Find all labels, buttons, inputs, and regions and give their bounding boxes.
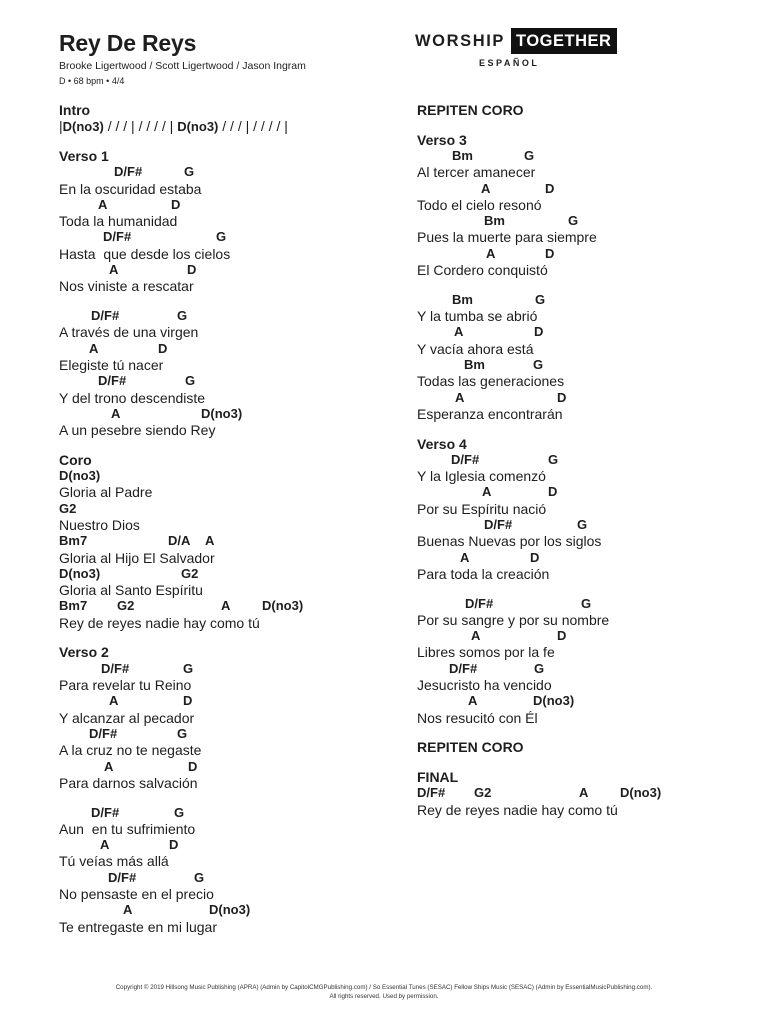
lyric-line: Por su sangre y por su nombre bbox=[417, 611, 610, 628]
chord: G2 bbox=[59, 500, 77, 516]
song-section bbox=[59, 308, 389, 438]
song-section bbox=[417, 292, 737, 422]
chord: D bbox=[548, 484, 558, 500]
chord: D bbox=[530, 549, 540, 565]
chord: Bm7 bbox=[59, 533, 88, 549]
lyric-line: Y del trono descendiste bbox=[59, 389, 206, 406]
chord: D/F# bbox=[449, 660, 478, 676]
lyric-line: Rey de reyes nadie hay como tú bbox=[59, 614, 260, 631]
chord: D(no3) bbox=[201, 405, 243, 421]
lyric-line: Gloria al Santo Espíritu bbox=[59, 582, 203, 599]
rights-line: All rights reserved. Used by permission. bbox=[329, 993, 439, 1000]
lyric-line: Buenas Nuevas por los siglos bbox=[417, 533, 602, 550]
intro-bar-line bbox=[59, 118, 389, 134]
chord: D bbox=[557, 628, 567, 644]
chord: D(no3) bbox=[59, 565, 101, 581]
lyric-line: Para revelar tu Reino bbox=[59, 677, 192, 694]
chord: D bbox=[534, 324, 544, 340]
chord-line bbox=[417, 181, 737, 197]
chord: A bbox=[111, 405, 121, 421]
chord: D(no3) bbox=[62, 119, 104, 135]
copyright-line: Copyright © 2019 Hillsong Music Publishing (APRA) (Admin by CapitolCMGPublishing.com) / So Essential Tunes (SESAC) Fellow Ships Music (SESAC) (Admin by EssentialMusicPublishing.com). bbox=[115, 984, 653, 991]
chord-line bbox=[417, 148, 737, 164]
lyric-line: Nuestro Dios bbox=[59, 517, 140, 533]
chord: D/F# bbox=[114, 164, 143, 180]
chord: D bbox=[187, 262, 197, 278]
lyric-line: Por su Espíritu nació bbox=[417, 500, 547, 517]
lyric-line: A un pesebre siendo Rey bbox=[59, 422, 216, 439]
chord-line bbox=[417, 550, 737, 566]
lyric-line: Gloria al Padre bbox=[59, 484, 153, 501]
chord-line bbox=[59, 805, 389, 821]
chord: A bbox=[468, 693, 478, 709]
chord-line bbox=[417, 661, 737, 677]
chord-line bbox=[59, 262, 389, 278]
lyric-line: Elegiste tú nacer bbox=[59, 356, 164, 373]
chord-line bbox=[417, 324, 737, 340]
song-meta: D • 68 bpm • 4/4 bbox=[59, 76, 125, 86]
bar-marks: / / / | / / / / | bbox=[218, 118, 288, 135]
chord-line bbox=[59, 197, 389, 213]
chord: D(no3) bbox=[209, 902, 251, 918]
lyric-line: Para toda la creación bbox=[417, 565, 550, 582]
song-section bbox=[59, 148, 389, 295]
chord: G bbox=[185, 373, 196, 389]
song-section bbox=[59, 644, 389, 791]
section-title: Verso 4 bbox=[417, 435, 467, 452]
chord: D/F# bbox=[103, 229, 132, 245]
chord: D/F# bbox=[417, 785, 446, 801]
chord: Bm bbox=[464, 356, 485, 372]
chord: A bbox=[123, 902, 133, 918]
chord: G bbox=[524, 147, 535, 163]
chord: G bbox=[177, 308, 188, 324]
chord-line bbox=[417, 596, 737, 612]
chord: G bbox=[184, 164, 195, 180]
chord: D(no3) bbox=[533, 693, 575, 709]
chord: A bbox=[205, 533, 215, 549]
chord: G bbox=[174, 804, 185, 820]
logo-worship-text: WORSHIP bbox=[415, 32, 506, 50]
lyric-line: No pensaste en el precio bbox=[59, 886, 214, 903]
chord: D(no3) bbox=[620, 785, 662, 801]
chord: D/F# bbox=[465, 595, 494, 611]
lyric-line: A la cruz no te negaste bbox=[59, 742, 202, 759]
lyric-line: Nos viniste a rescatar bbox=[59, 278, 194, 295]
right-column bbox=[417, 102, 737, 831]
chord: A bbox=[98, 196, 108, 212]
chord: A bbox=[471, 628, 481, 644]
chord-line bbox=[417, 357, 737, 373]
chord: A bbox=[482, 484, 492, 500]
chord: D(no3) bbox=[177, 119, 219, 135]
chord-line bbox=[59, 164, 389, 180]
chord: D bbox=[183, 693, 193, 709]
chord-line bbox=[59, 661, 389, 677]
song-section bbox=[417, 769, 737, 818]
chord: G2 bbox=[117, 598, 135, 614]
chord-line bbox=[417, 390, 737, 406]
song-section bbox=[417, 436, 737, 583]
chord-line bbox=[417, 628, 737, 644]
chord-line bbox=[417, 484, 737, 500]
bar-marks: | bbox=[59, 118, 63, 135]
chord: A bbox=[454, 324, 464, 340]
chord-line bbox=[59, 229, 389, 245]
lyric-line: Nos resucitó con Él bbox=[417, 709, 538, 726]
chord: D/F# bbox=[108, 869, 137, 885]
logo-espanol-text: ESPAÑOL bbox=[479, 58, 540, 68]
lyric-line: Toda la humanidad bbox=[59, 213, 178, 230]
chord-line bbox=[59, 501, 389, 517]
chord: D(no3) bbox=[262, 598, 304, 614]
chord-line bbox=[59, 837, 389, 853]
chord: G2 bbox=[474, 785, 492, 801]
chord: Bm7 bbox=[59, 598, 88, 614]
chord: A bbox=[579, 785, 589, 801]
chord-line bbox=[417, 213, 737, 229]
song-section bbox=[59, 805, 389, 935]
lyric-line: Y la tumba se abrió bbox=[417, 308, 538, 325]
chord: D/F# bbox=[89, 725, 118, 741]
chord: D/F# bbox=[451, 451, 480, 467]
copyright-footer bbox=[0, 983, 768, 1001]
chord: A bbox=[460, 549, 470, 565]
chord: G bbox=[194, 869, 205, 885]
chord: A bbox=[455, 389, 465, 405]
lyric-line: Te entregaste en mi lugar bbox=[59, 918, 217, 935]
chord: G bbox=[535, 291, 546, 307]
section-title: Coro bbox=[59, 451, 92, 468]
section-title: Verso 3 bbox=[417, 131, 467, 148]
section-title: REPITEN CORO bbox=[417, 739, 524, 756]
chord: A bbox=[89, 340, 99, 356]
chord-line bbox=[59, 533, 389, 549]
chord: G bbox=[534, 660, 545, 676]
chord-line bbox=[59, 870, 389, 886]
section-title: FINAL bbox=[417, 769, 459, 786]
lyric-line: Pues la muerte para siempre bbox=[417, 229, 597, 246]
chord: G bbox=[577, 517, 588, 532]
logo-together-text: TOGETHER bbox=[511, 28, 617, 54]
chord-line bbox=[59, 693, 389, 709]
worship-together-logo bbox=[413, 28, 618, 72]
lyric-line: Y vacía ahora está bbox=[417, 340, 534, 357]
chord: G bbox=[216, 229, 227, 245]
chord: A bbox=[486, 245, 496, 261]
chord: G bbox=[183, 660, 194, 676]
chord: Bm bbox=[452, 291, 473, 307]
chord-line bbox=[417, 785, 737, 801]
left-column bbox=[59, 102, 389, 948]
chord: Bm bbox=[452, 147, 473, 163]
lyric-line: El Cordero conquistó bbox=[417, 262, 548, 279]
chord: G bbox=[568, 213, 579, 229]
lyric-line: A través de una virgen bbox=[59, 324, 199, 341]
chord-line bbox=[417, 292, 737, 308]
chord: A bbox=[109, 693, 119, 709]
song-section bbox=[417, 739, 737, 755]
chord: D/F# bbox=[91, 804, 120, 820]
chord: D/F# bbox=[484, 517, 513, 532]
chord-line bbox=[59, 373, 389, 389]
lyric-line: Al tercer amanecer bbox=[417, 164, 536, 181]
lyric-line: Aun en tu sufrimiento bbox=[59, 820, 196, 837]
lyric-line: Todo el cielo resonó bbox=[417, 196, 542, 213]
chord-line bbox=[59, 406, 389, 422]
chord: D/F# bbox=[91, 308, 120, 324]
chord: D/F# bbox=[101, 660, 130, 676]
chord-line bbox=[417, 693, 737, 709]
chord: Bm bbox=[484, 213, 505, 229]
chord-line bbox=[59, 566, 389, 582]
chord: G bbox=[177, 725, 188, 741]
chord: D bbox=[545, 180, 555, 196]
chord: D/A bbox=[168, 533, 191, 549]
bar-marks: / / / | / / / / | bbox=[103, 118, 178, 135]
chord: A bbox=[100, 837, 110, 853]
lyric-line: Jesucristo ha vencido bbox=[417, 677, 552, 694]
lyric-line: Y la Iglesia comenzó bbox=[417, 468, 546, 485]
song-authors: Brooke Ligertwood / Scott Ligertwood / Jason Ingram bbox=[59, 60, 306, 72]
chord: A bbox=[481, 180, 491, 196]
chord: A bbox=[104, 758, 114, 774]
song-section bbox=[59, 102, 389, 135]
lyric-line: Y alcanzar al pecador bbox=[59, 709, 195, 726]
chord-line bbox=[59, 308, 389, 324]
chord-line bbox=[59, 759, 389, 775]
chord-line bbox=[59, 341, 389, 357]
song-section bbox=[417, 102, 737, 118]
section-title: Verso 1 bbox=[59, 147, 109, 164]
chord: A bbox=[109, 262, 119, 278]
chord-line bbox=[417, 517, 737, 533]
song-section bbox=[59, 452, 389, 631]
chord: D bbox=[158, 340, 168, 356]
lyric-line: En la oscuridad estaba bbox=[59, 180, 202, 197]
lyric-line: Gloria al Hijo El Salvador bbox=[59, 549, 215, 566]
chord: D(no3) bbox=[59, 468, 101, 484]
lyric-line: Libres somos por la fe bbox=[417, 644, 555, 661]
chord: D bbox=[545, 245, 555, 261]
chord: G bbox=[581, 595, 592, 611]
section-title: REPITEN CORO bbox=[417, 102, 524, 118]
chord-line bbox=[59, 598, 389, 614]
song-section bbox=[417, 132, 737, 279]
chord: D bbox=[557, 389, 567, 405]
lyric-line: Hasta que desde los cielos bbox=[59, 245, 231, 262]
song-title: Rey De Reys bbox=[59, 30, 197, 56]
chord-line bbox=[59, 726, 389, 742]
section-title: Intro bbox=[59, 102, 91, 118]
chord-line bbox=[59, 468, 389, 484]
lyric-line: Rey de reyes nadie hay como tú bbox=[417, 801, 618, 818]
lyric-line: Esperanza encontrarán bbox=[417, 405, 563, 422]
chord: G bbox=[533, 356, 544, 372]
chord: D bbox=[171, 196, 181, 212]
chord: D/F# bbox=[98, 373, 127, 389]
chord: G2 bbox=[181, 565, 199, 581]
chord: D bbox=[169, 837, 179, 853]
lyric-line: Todas las generaciones bbox=[417, 373, 565, 390]
chord: G bbox=[548, 451, 559, 467]
chord-line bbox=[417, 452, 737, 468]
section-title: Verso 2 bbox=[59, 644, 109, 661]
song-section bbox=[417, 596, 737, 726]
chord-line bbox=[59, 902, 389, 918]
lyric-line: Para darnos salvación bbox=[59, 774, 198, 791]
lyric-line: Tú veías más allá bbox=[59, 853, 169, 870]
chord: A bbox=[221, 598, 231, 614]
chord-line bbox=[417, 246, 737, 262]
chord: D bbox=[188, 758, 198, 774]
